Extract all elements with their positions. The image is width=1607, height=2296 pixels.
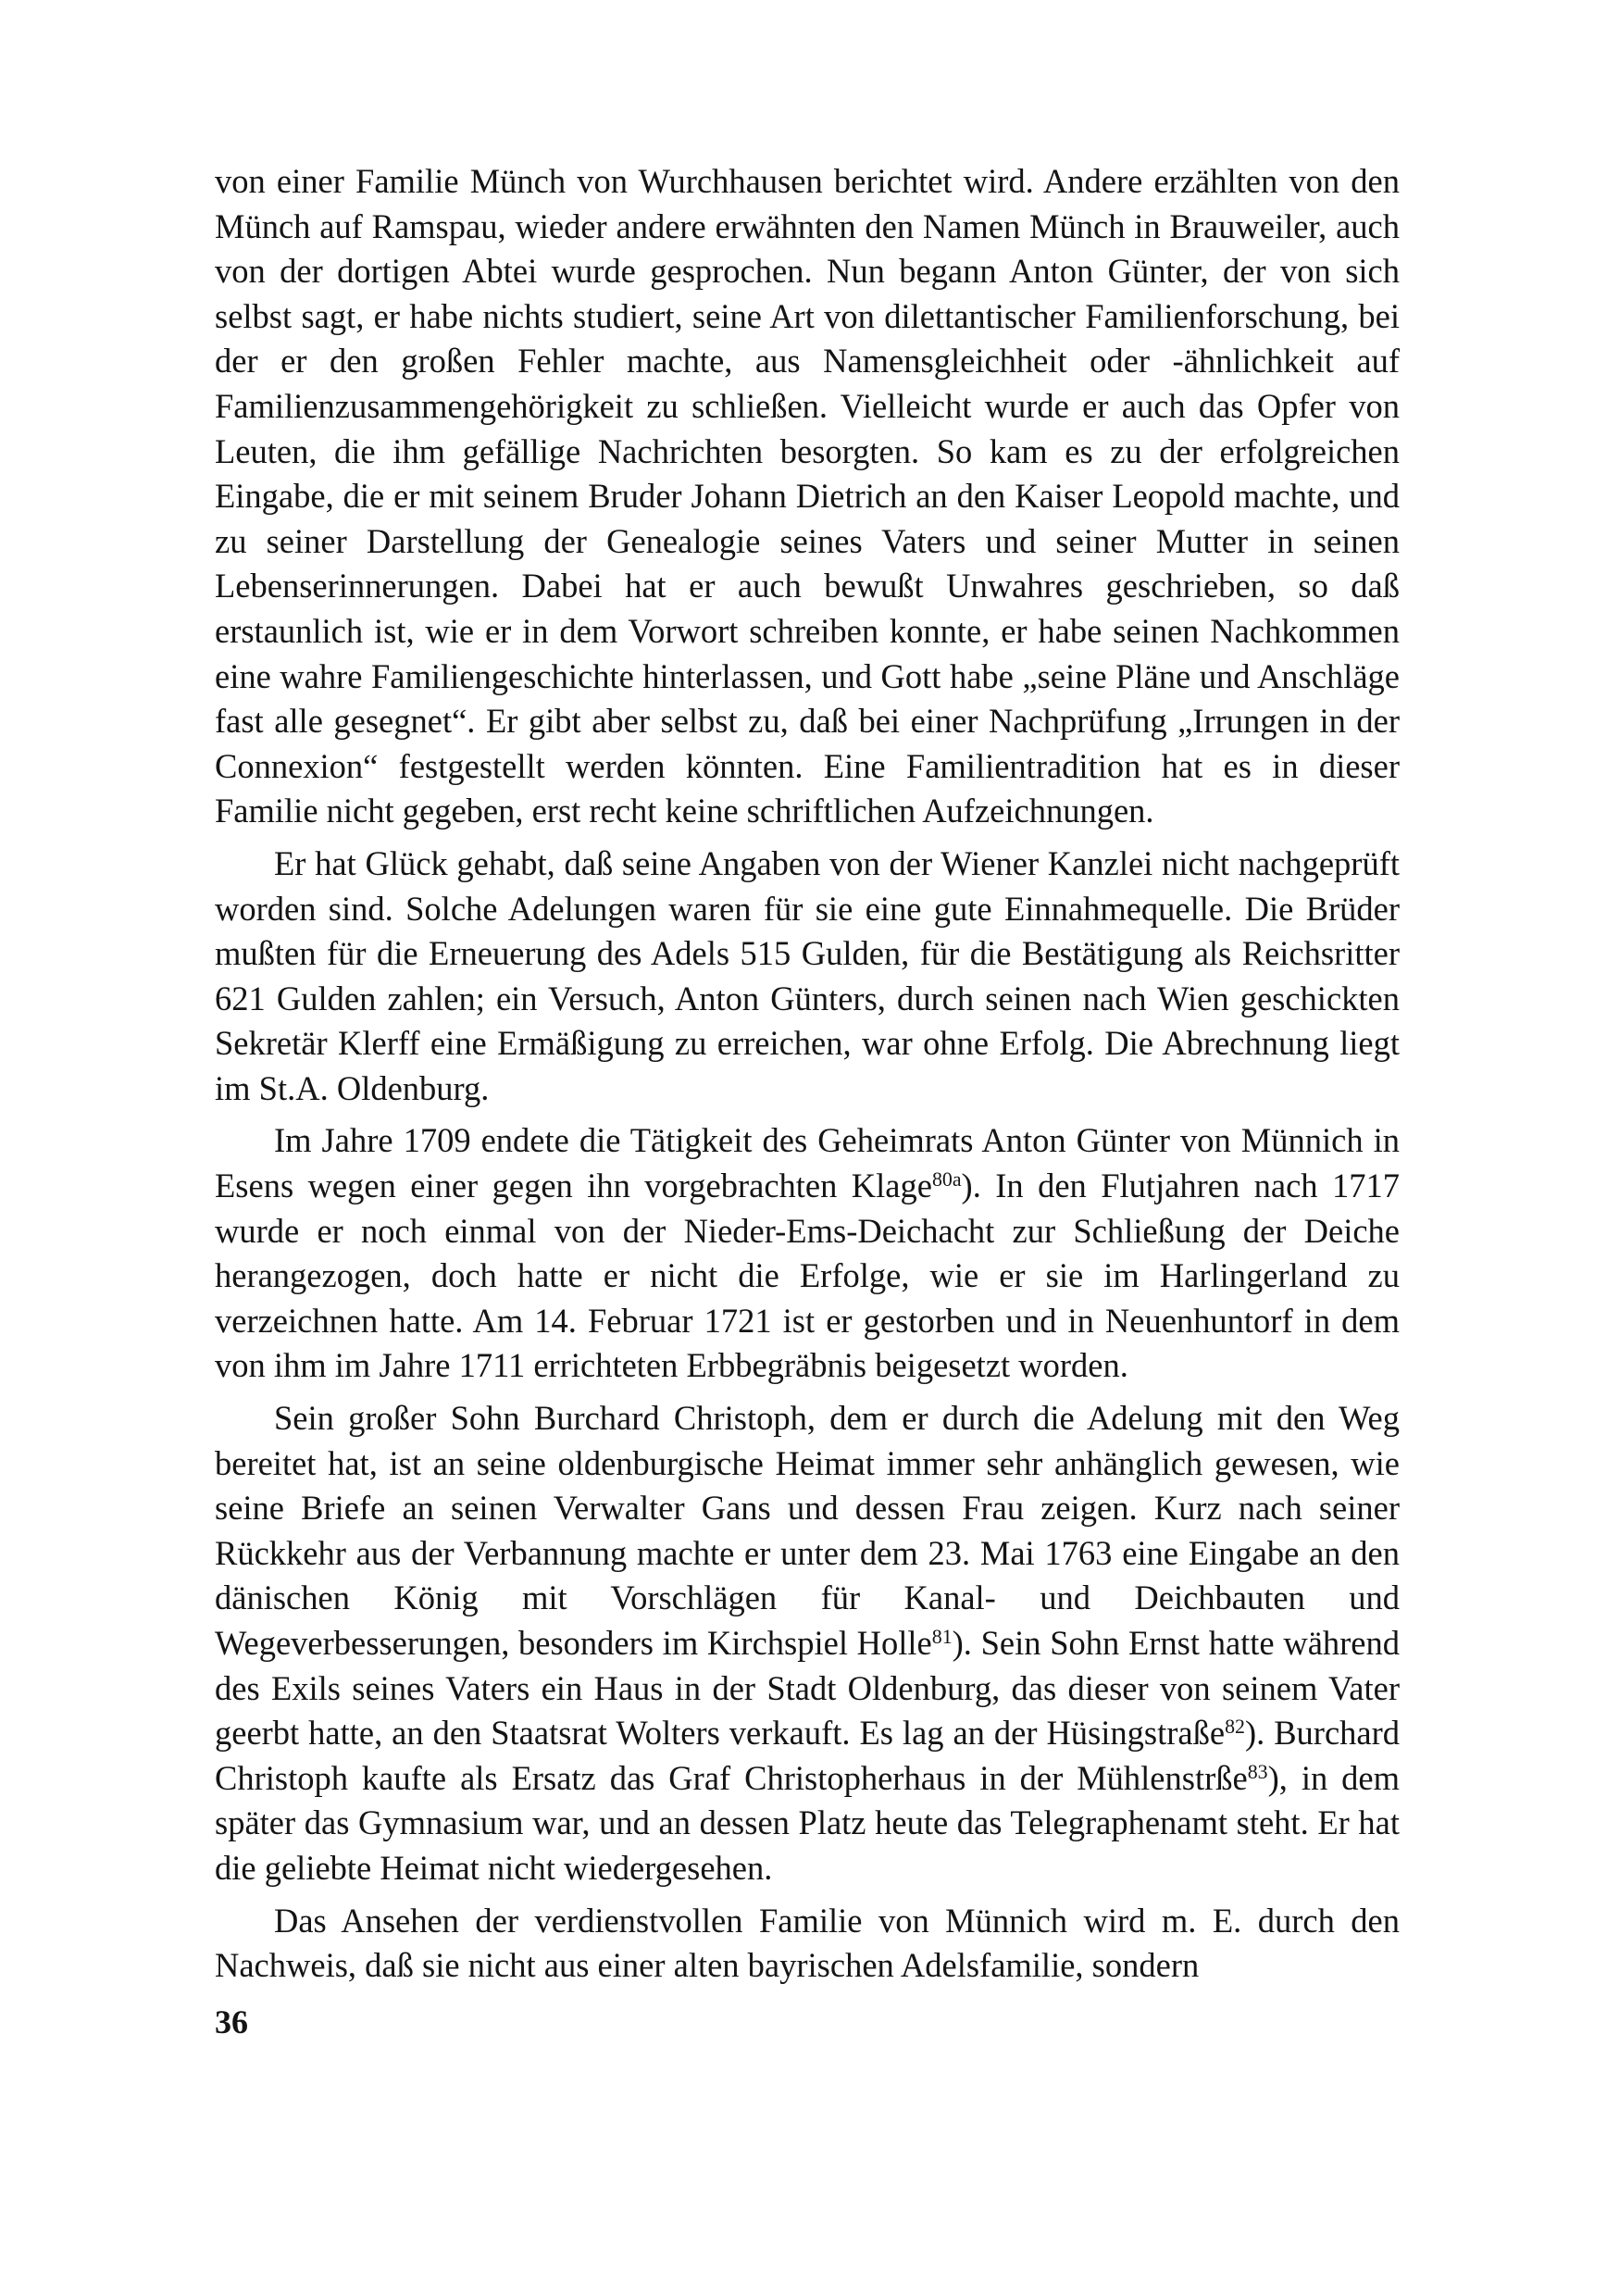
text-run: ). Sein Sohn Ernst hatte während des Exils seines Vaters ein Haus in der Stadt Oldenburg, das dieser von seinem Vater geerbt hatte, an den Staatsrat Wolters verkauft. Es lag an der Hüsingstraße bbox=[215, 1624, 1400, 1753]
text-run: Im Jahre 1709 endete die Tätigkeit des Geheimrats Anton Günter von Münnich in Esens wegen einer gegen ihn vorgebrachten Klage bbox=[215, 1121, 1400, 1205]
body-text bbox=[215, 159, 1400, 1996]
text-run: von einer Familie Münch von Wurchhausen berichtet wird. Andere erzählten von den Münch auf Ramspau, wieder andere erwähnten den Namen Münch in Brauweiler, auch von der dortigen Abtei wurde gesprochen. Nun begann Anton Günter, der von sich selbst sagt, er habe nichts studiert, seine Art von dilettantischer Familienforschung, bei der er den großen Fehler machte, aus Namensgleichheit oder -ähnlichkeit auf Familienzusammengehörigkeit zu schließen. Vielleicht wurde er auch das Opfer von Leuten, die ihm gefällige Nachrichten besorgten. So kam es zu der erfolgreichen Eingabe, die er mit seinem Bruder Johann Dietrich an den Kaiser Leopold machte, und zu seiner Darstellung der Genealogie seines Vaters und seiner Mutter in seinen Lebenserinnerungen. Dabei hat er auch bewußt Unwahres geschrieben, so daß erstaunlich ist, wie er in dem Vorwort schreiben konnte, er habe seinen Nachkommen eine wahre Familiengeschichte hinterlassen, und Gott habe „seine Pläne und Anschläge fast alle gesegnet“. Er gibt aber selbst zu, daß bei einer Nachprüfung „Irrungen in der Connexion“ festgestellt werden könnten. Eine Familientradition hat es in dieser Familie nicht gegeben, erst recht keine schriftlichen Aufzeichnungen. bbox=[215, 162, 1400, 830]
text-run: ). In den Flutjahren nach 1717 wurde er noch einmal von der Nieder-Ems-Deichacht zur Schließung der Deiche herangezogen, doch hatte er nicht die Erfolge, wie er sie im Harlingerland zu verzeichnen hatte. Am 14. Februar 1721 ist er gestorben und in Neuenhuntorf in dem von ihm im Jahre 1711 errichteten Erbbegräbnis beigesetzt worden. bbox=[215, 1167, 1400, 1385]
page-number: 36 bbox=[215, 2003, 248, 2040]
footnote-marker: 82 bbox=[1225, 1715, 1245, 1739]
paragraph-4 bbox=[215, 1396, 1400, 1891]
paragraph-2 bbox=[215, 842, 1400, 1112]
paragraph-1 bbox=[215, 159, 1400, 834]
text-run: Das Ansehen der verdienstvollen Familie von Münnich wird m. E. durch den Nachweis, daß sie nicht aus einer alten bayrischen Adelsfamilie, sondern bbox=[215, 1901, 1400, 1985]
text-run: ), in dem später das Gymnasium war, und an dessen Platz heute das Telegraphenamt steht. Er hat die geliebte Heimat nicht wiedergesehen. bbox=[215, 1758, 1400, 1887]
paragraph-5 bbox=[215, 1899, 1400, 1989]
footnote-marker: 83 bbox=[1247, 1759, 1268, 1783]
text-run: ). Burchard Christoph kaufte als Ersatz das Graf Christopherhaus in der Mühlenstrße bbox=[215, 1714, 1400, 1797]
footnote-marker: 80a bbox=[931, 1167, 962, 1192]
footnote-marker: 81 bbox=[931, 1624, 953, 1648]
text-run: Er hat Glück gehabt, daß seine Angaben von der Wiener Kanzlei nicht nachgeprüft worden sind. Solche Adelungen waren für sie eine gute Einnahmequelle. Die Brüder mußten für die Erneuerung des Adels 515 Gulden, für die Bestätigung als Reichsritter 621 Gulden zahlen; ein Versuch, Anton Günters, durch seinen nach Wien geschickten Sekretär Klerff eine Ermäßigung zu erreichen, war ohne Erfolg. Die Abrechnung liegt im St.A. Oldenburg. bbox=[215, 843, 1400, 1107]
paragraph-3 bbox=[215, 1118, 1400, 1389]
text-run: Sein großer Sohn Burchard Christoph, dem er durch die Adelung mit den Weg bereitet hat, ist an seine oldenburgische Heimat immer sehr anhänglich gewesen, wie seine Briefe an seinen Verwalter Gans und dessen Frau zeigen. Kurz nach seiner Rückkehr aus der Verbannung machte er unter dem 23. Mai 1763 eine Eingabe an den dänischen König mit Vorschlägen für Kanal- und Deichbauten und Wegeverbesserungen, besonders im Kirchspiel Holle bbox=[215, 1399, 1400, 1662]
